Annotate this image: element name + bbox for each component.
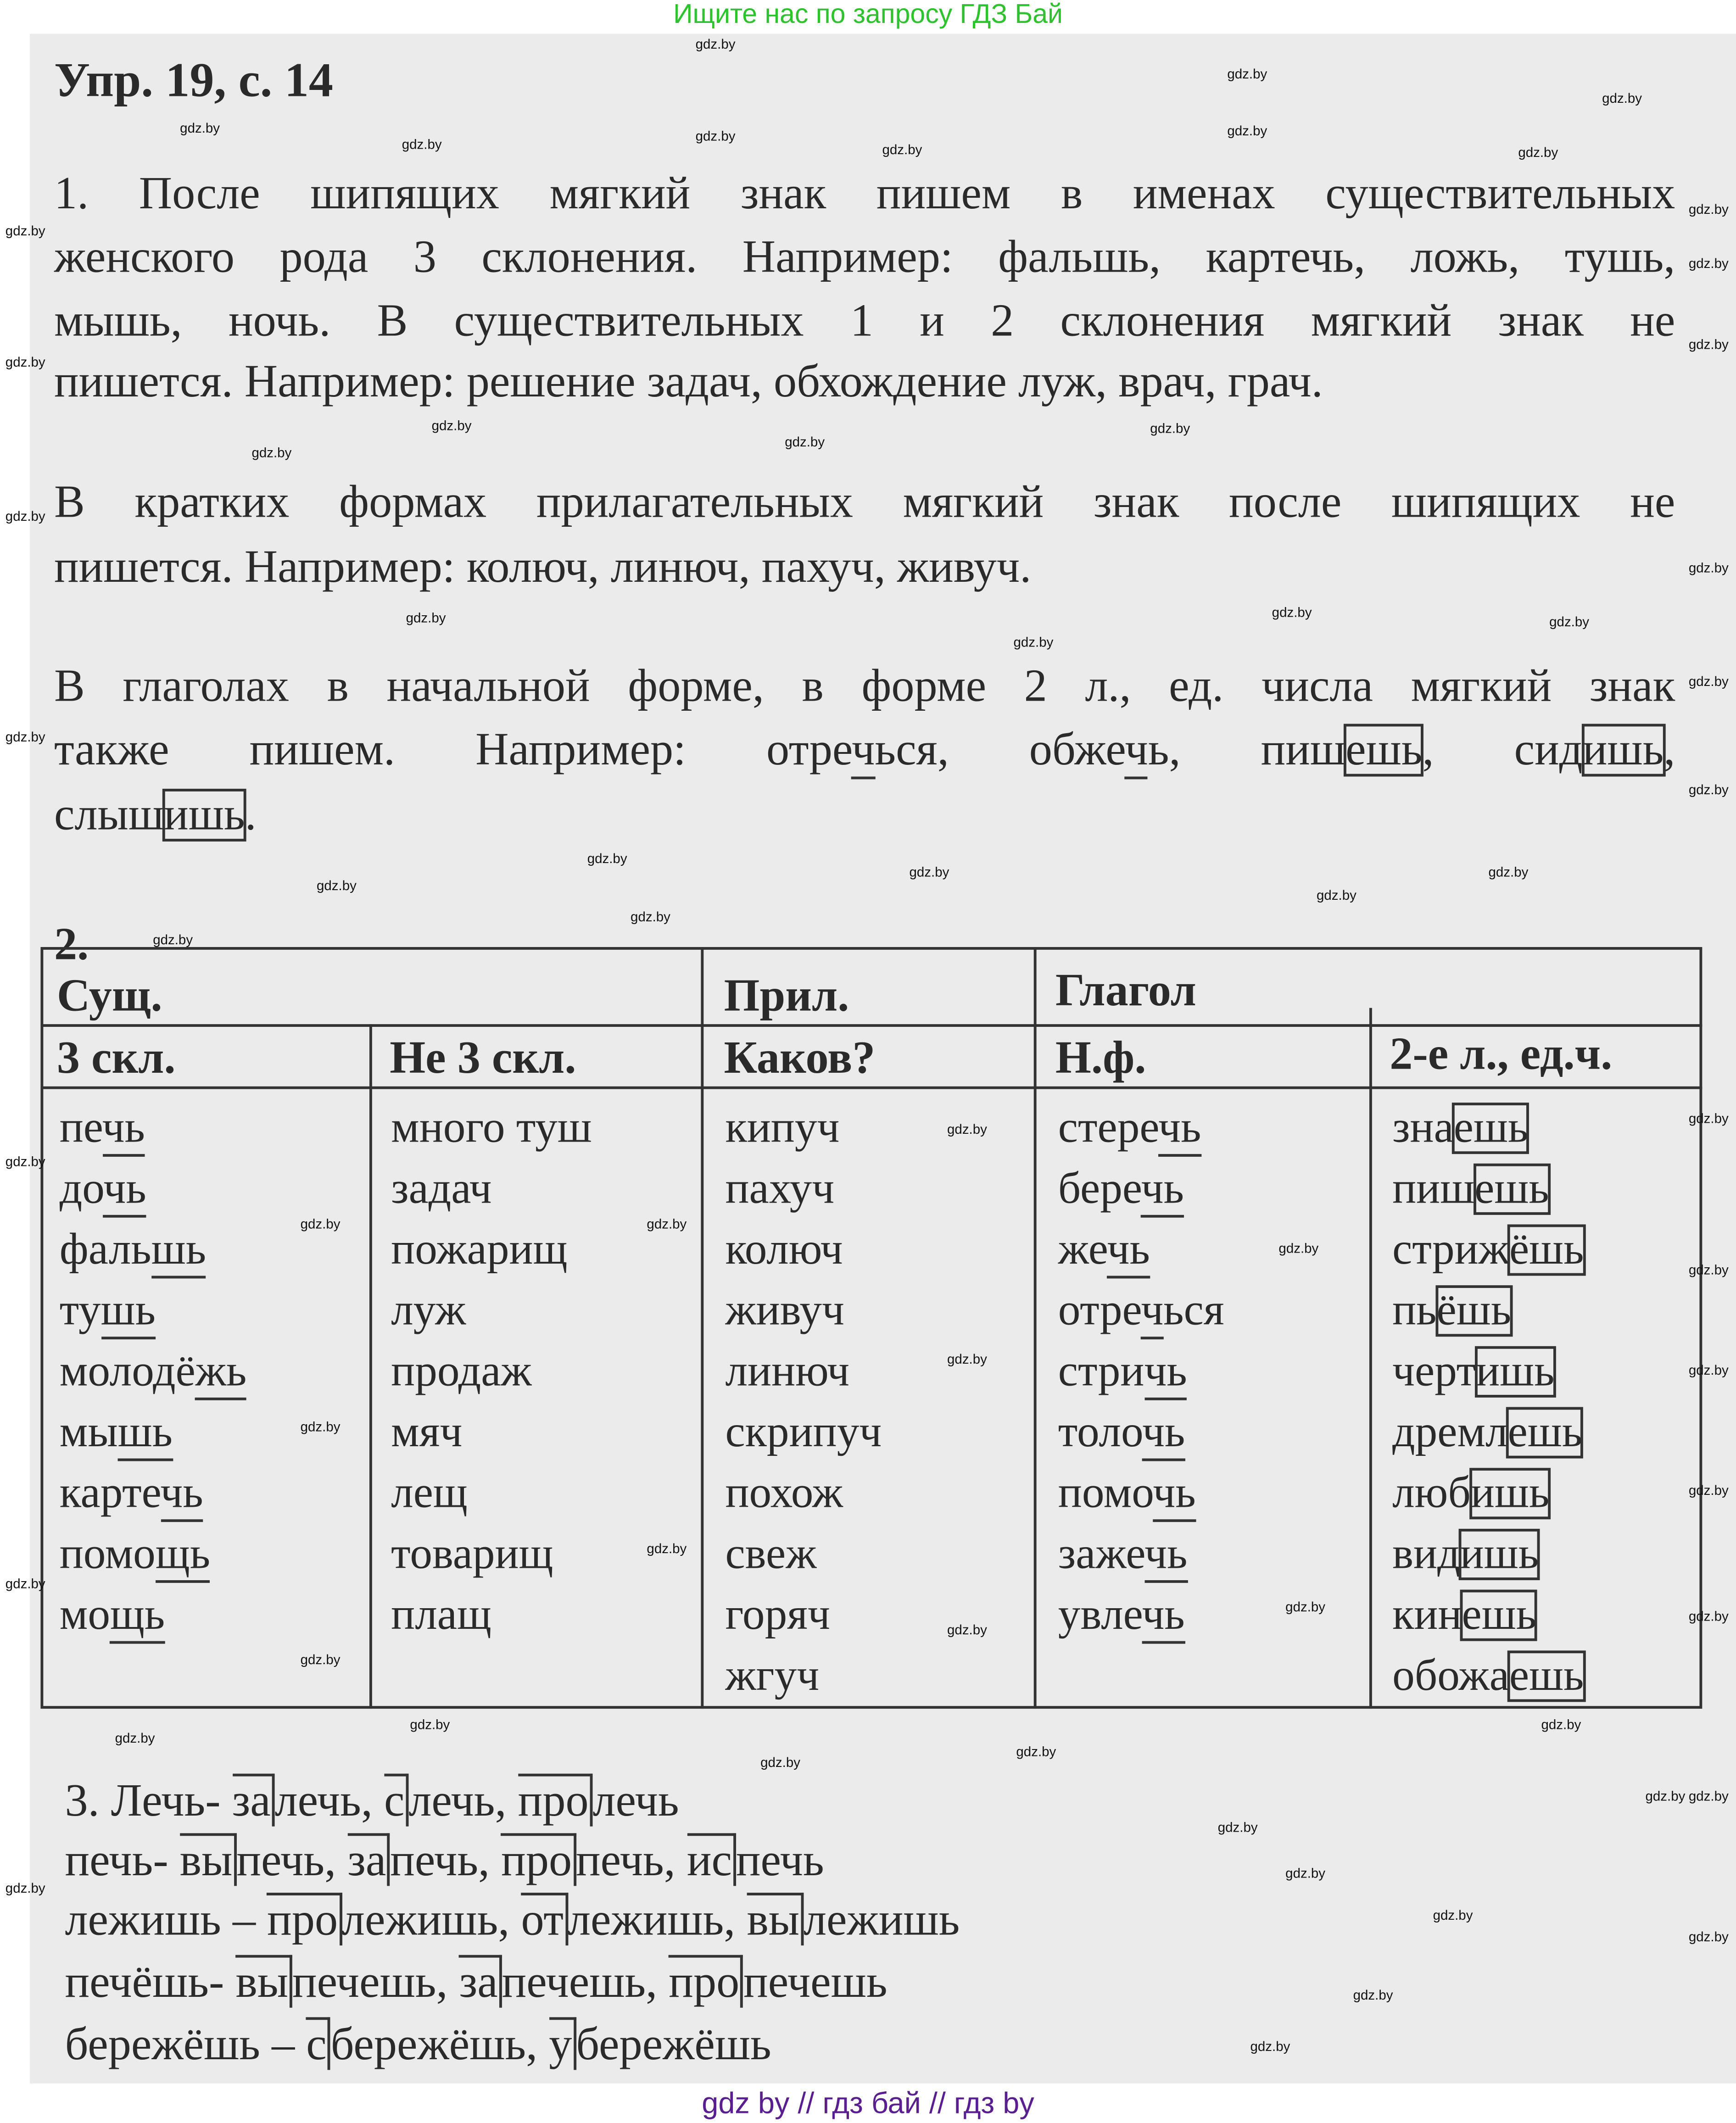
spelling-underline: щь [156,1530,210,1583]
text-segment: задач [391,1165,492,1214]
watermark: gdz.by [1488,866,1529,881]
text-segment: заже [1058,1530,1145,1579]
table-cell-word [1392,1646,1584,1707]
spelling-underline: чь [1142,1408,1185,1461]
spelling-underline: чь [1144,1348,1187,1400]
table-divider [40,1087,1702,1089]
text-segment: толо [1058,1408,1143,1457]
text-segment: лечь, [274,1776,384,1827]
prefix-mark: вы [235,1955,292,2008]
watermark: gdz.by [1688,561,1729,577]
table-cell-word [725,1525,882,1586]
watermark: gdz.by [5,1577,45,1593]
text-segment: же [1058,1226,1107,1275]
prefix-mark: у [549,2017,576,2070]
spelling-underline: щь [110,1591,165,1644]
text-segment: лежишь – [65,1895,268,1946]
text-segment: карте [59,1469,161,1518]
text-segment: печь, [236,1836,348,1886]
watermark: gdz.by [1433,1909,1473,1924]
table-cell-word [1392,1403,1584,1464]
ending-box: ишь [1460,1530,1539,1579]
table-divider [369,1024,372,1709]
table-cell-word [1058,1525,1224,1586]
watermark: gdz.by [1285,1600,1326,1616]
text-segment: фаль [59,1226,151,1275]
footer-links[interactable]: gdz by // гдз бай // гдз by [702,2086,1034,2120]
watermark: gdz.by [1549,615,1590,631]
table-cell-word [725,1464,882,1525]
text-segment: дремл [1392,1408,1508,1457]
text-segment: лечь, [408,1776,518,1827]
text-segment: лечь [592,1776,679,1827]
watermark: gdz.by [300,1421,341,1436]
text-segment: продаж [391,1347,532,1396]
watermark: gdz.by [1316,889,1356,904]
table-cell-word [1058,1403,1224,1464]
table-cell-word [725,1159,882,1220]
watermark: gdz.by [1602,92,1642,107]
watermark: gdz.by [587,852,627,868]
watermark: gdz.by [647,1542,687,1557]
text-segment: свеж [725,1530,817,1579]
ending-box: ёшь [1436,1287,1512,1336]
watermark: gdz.by [947,1623,987,1638]
ending-box: ишь [164,790,245,841]
spelling-underline: чь [103,1165,146,1218]
text-segment: печь [736,1836,824,1886]
prefix-mark: вы [747,1893,804,1945]
table-cell-word [391,1403,592,1464]
watermark: gdz.by [5,510,45,525]
watermark: gdz.by [1272,606,1312,621]
watermark: gdz.by [410,1718,450,1733]
watermark: gdz.by [1688,1112,1729,1127]
table-cell-word [391,1159,592,1220]
text-segment: В глаголах в начальной форме, в форме 2 л., ед. числа мягкий знак [54,661,1675,712]
watermark: gdz.by [1688,1263,1729,1279]
watermark: gdz.by [1518,146,1558,161]
prefix-mark: за [232,1774,275,1827]
watermark: gdz.by [1278,1242,1319,1257]
table-column [725,1098,882,1707]
subheader-infinitive: Н.ф. [1055,1033,1146,1084]
prefix-mark: про [669,1955,743,2008]
text-segment: пахуч [725,1165,835,1214]
table-cell-word [391,1586,592,1647]
text-segment: В кратких формах прилагательных мягкий знак после шипящих не [54,477,1675,528]
text-segment: стри [1058,1347,1144,1396]
text-segment: ься [1163,1287,1224,1336]
watermark: gdz.by [1150,422,1190,437]
text-segment: плащ [391,1591,491,1640]
text-line [54,231,1675,285]
table-cell-word [1392,1098,1584,1159]
header-verb: Глагол [1055,966,1196,1016]
table-cell-word [391,1098,592,1159]
watermark: gdz.by [153,933,193,948]
spelling-underline: ч [1141,1287,1163,1339]
table-cell-word [1058,1159,1224,1220]
ending-box: ешь [1474,1165,1549,1214]
text-segment: лежишь, [341,1895,521,1946]
table-cell-word [725,1342,882,1403]
text-segment: луж [391,1287,466,1336]
table-cell-word [1058,1220,1224,1282]
text-line [54,789,1675,843]
prefix-mark: с [306,2017,330,2070]
table-cell-word [391,1525,592,1586]
watermark: gdz.by [431,419,472,435]
table-column [1392,1098,1584,1707]
prefix-mark: про [501,1833,576,1886]
text-segment: печь, [390,1836,502,1886]
text-segment: обожа [1392,1652,1509,1701]
watermark: gdz.by [647,1217,687,1233]
text-segment: бережёшь [576,2020,771,2070]
text-segment: черт [1392,1347,1476,1396]
text-segment: лежишь [804,1895,960,1946]
table-cell-word [1058,1098,1224,1159]
spelling-underline: чь [160,1469,203,1522]
spelling-underline: чь [1153,1469,1195,1522]
table-cell-word [1058,1464,1224,1525]
text-segment: горяч [725,1591,830,1640]
text-line [65,1956,1686,2011]
text-segment: люб [1392,1469,1471,1518]
watermark: gdz.by [316,879,357,895]
table-cell-word [725,1098,882,1159]
text-segment: печешь, [292,1957,459,2008]
ending-box: ешь [1507,1408,1583,1457]
table-cell-word [60,1586,247,1647]
watermark: gdz.by [1353,1989,1393,2004]
table-cell-word [1392,1281,1584,1342]
text-segment: кипуч [725,1104,840,1153]
text-segment: увле [1058,1591,1142,1640]
watermark: gdz.by [406,611,446,627]
watermark: gdz.by [1688,1610,1729,1625]
ending-box: ишь [1582,725,1664,775]
table-cell-word [60,1525,247,1586]
table-cell-word [725,1403,882,1464]
spelling-underline: ч [852,725,875,779]
watermark: gdz.by [1688,257,1729,272]
subheader-not-3-decl: Не 3 скл. [390,1033,576,1084]
text-segment: женского рода 3 склонения. Например: фальшь, картечь, ложь, тушь, [54,233,1675,283]
table-cell-word [1392,1220,1584,1282]
watermark: gdz.by [180,122,220,137]
text-line [54,660,1675,714]
spelling-underline: жь [195,1348,247,1400]
table-cell-word [1058,1586,1224,1647]
watermark: gdz.by [882,143,922,158]
ending-box: ешь [1453,1104,1529,1153]
watermark: gdz.by [300,1653,341,1668]
spelling-underline: шь [151,1226,206,1278]
watermark: gdz.by [5,224,45,240]
table-divider [701,947,703,1709]
watermark: gdz.by [1013,635,1054,651]
watermark: gdz.by [1688,1789,1729,1805]
exercise-title: Упр. 19, с. 14 [54,52,334,107]
text-segment: печь, [575,1836,687,1886]
watermark: gdz.by [947,1123,987,1138]
subheader-3-decl: 3 скл. [56,1033,176,1084]
watermark: gdz.by [1227,124,1267,139]
table-cell-word [1392,1464,1584,1525]
prefix-mark: за [347,1833,390,1886]
text-segment: пиш [1392,1165,1475,1214]
watermark: gdz.by [1688,675,1729,690]
header-noun: Сущ. [56,971,162,1022]
watermark: gdz.by [1688,203,1729,218]
text-line [65,1834,1686,1889]
watermark: gdz.by [1645,1789,1686,1805]
table-cell-word [60,1342,247,1403]
section-2-label: 2. [54,920,89,970]
ending-box: ешь [1345,725,1423,775]
watermark: gdz.by [1217,1821,1258,1836]
table-cell-word [391,1220,592,1282]
text-segment: печёшь- [65,1957,236,2008]
subheader-kakov: Каков? [724,1033,876,1084]
table-cell-word [1392,1525,1584,1586]
watermark: gdz.by [5,1882,45,1897]
watermark: gdz.by [785,435,825,451]
table-divider [1034,947,1037,1709]
table-cell-word [725,1586,882,1647]
text-segment: бере [1058,1165,1141,1214]
text-segment: пишется. Например: решение задач, обхождение луж, врач, грач. [54,357,1323,407]
table-cell-word [60,1403,247,1464]
text-segment: живуч [725,1287,844,1336]
watermark: gdz.by [300,1217,341,1233]
text-segment: похож [725,1469,843,1518]
subheader-2nd-person: 2-е л., ед.ч. [1390,1029,1613,1080]
watermark: gdz.by [1541,1718,1581,1733]
prefix-mark: вы [180,1833,237,1886]
ending-box: ишь [1470,1469,1550,1518]
prefix-mark: с [384,1774,408,1827]
text-line [65,2018,1686,2073]
text-segment: до [59,1165,104,1214]
text-segment: 1. После шипящих мягкий знак пишем в именах существительных [54,169,1675,219]
text-segment: много туш [391,1104,592,1153]
table-cell-word [391,1342,592,1403]
text-segment: лещ [391,1469,468,1518]
table-cell-word [1392,1586,1584,1647]
text-segment: линюч [725,1347,850,1396]
table-cell-word [725,1220,882,1282]
table-column [1058,1098,1224,1646]
text-segment: мяч [391,1408,463,1457]
text-segment: товарищ [391,1530,553,1579]
watermark: gdz.by [5,730,45,746]
table-cell-word [60,1220,247,1282]
watermark: gdz.by [1016,1745,1056,1761]
spelling-underline: шь [118,1408,173,1461]
spelling-underline: чь [102,1104,145,1157]
text-segment: жгуч [725,1652,820,1701]
watermark: gdz.by [1688,1364,1729,1379]
text-segment: печь- [65,1836,180,1886]
spelling-underline: шь [101,1287,156,1339]
text-segment: ту [59,1287,101,1336]
text-line [54,295,1675,349]
table-cell-word [725,1281,882,1342]
table-divider [40,1024,1702,1027]
ending-box: ешь [1509,1652,1584,1701]
ending-box: ишь [1476,1347,1555,1396]
text-segment: зна [1392,1104,1454,1153]
text-segment: пе [59,1104,102,1153]
text-segment: молодё [59,1347,195,1396]
text-segment: , [1663,725,1675,775]
text-segment: печешь, [502,1957,669,2008]
table-cell-word [60,1159,247,1220]
spelling-underline: чь [1142,1591,1184,1644]
text-line [54,541,1675,595]
text-segment: пишется. Например: колюч, линюч, пахуч, живуч. [54,542,1032,593]
spelling-underline: чь [1141,1165,1184,1218]
watermark: gdz.by [695,38,736,53]
table-cell-word [1058,1342,1224,1403]
watermark: gdz.by [947,1353,987,1368]
watermark: gdz.by [695,130,736,145]
watermark: gdz.by [1688,1484,1729,1499]
watermark: gdz.by [402,138,442,153]
watermark: gdz.by [5,356,45,371]
table-cell-word [391,1464,592,1525]
text-segment: мы [59,1408,118,1457]
watermark: gdz.by [1688,338,1729,353]
watermark: gdz.by [1227,67,1267,83]
text-segment: ься, обже [875,725,1125,775]
watermark: gdz.by [1688,783,1729,798]
spelling-underline: чь [1107,1226,1150,1278]
watermark: gdz.by [1688,1930,1729,1946]
watermark: gdz.by [1285,1867,1326,1882]
table-cell-word [1392,1342,1584,1403]
spelling-underline: чь [1158,1104,1201,1157]
search-banner[interactable]: Ищите нас по запросу ГДЗ Бай [673,0,1063,30]
table-divider [1369,1008,1372,1709]
text-segment: ь, пиш [1148,725,1346,775]
table-cell-word [391,1281,592,1342]
text-segment: 3. Лечь- [65,1776,232,1827]
text-segment: кин [1392,1591,1462,1640]
watermark: gdz.by [760,1756,801,1771]
text-segment: колюч [725,1226,843,1275]
prefix-mark: про [518,1774,593,1827]
text-segment: помо [59,1530,156,1579]
watermark: gdz.by [909,866,949,881]
text-segment: . [245,790,257,841]
text-segment: скрипуч [725,1408,882,1457]
text-segment: бережёшь, [330,2020,549,2070]
table-cell-word [1392,1159,1584,1220]
text-segment: стриж [1392,1226,1509,1275]
watermark: gdz.by [5,1155,45,1170]
ending-box: ёшь [1509,1226,1584,1275]
watermark: gdz.by [115,1732,155,1747]
watermark: gdz.by [251,446,292,462]
text-segment: бережёшь – [65,2020,307,2070]
text-segment: мо [59,1591,110,1640]
ending-box: ешь [1462,1591,1537,1640]
prefix-mark: от [521,1893,567,1945]
text-segment: стере [1058,1104,1159,1153]
watermark: gdz.by [1250,2040,1290,2055]
prefix-mark: про [267,1893,342,1945]
text-segment: лежишь, [567,1895,747,1946]
text-line [54,476,1675,530]
text-segment: пожарищ [391,1226,568,1275]
text-segment: пь [1392,1287,1437,1336]
text-line [54,724,1675,778]
prefix-mark: за [459,1955,502,2008]
text-segment: отре [1058,1287,1141,1336]
text-line [54,168,1675,222]
table-column [391,1098,592,1646]
table-cell-word [60,1281,247,1342]
table-cell-word [1058,1281,1224,1342]
text-segment: также пишем. Например: отре [54,725,852,775]
spelling-underline: чь [1144,1530,1187,1583]
text-line [54,356,1675,410]
text-segment: слыш [54,790,164,841]
text-segment: помо [1058,1469,1153,1518]
text-segment: , сид [1422,725,1583,775]
text-segment: печешь [743,1957,888,2008]
spelling-underline: ч [1125,725,1148,779]
prefix-mark: ис [687,1833,736,1886]
text-segment: вид [1392,1530,1460,1579]
table-column [60,1098,247,1646]
header-adj: Прил. [724,971,849,1022]
table-cell-word [60,1098,247,1159]
table-cell-word [60,1464,247,1525]
text-line [65,1775,1686,1829]
table-cell-word [725,1646,882,1707]
watermark: gdz.by [631,910,670,925]
text-segment: мышь, ночь. В существительных 1 и 2 склонения мягкий знак не [54,296,1675,346]
